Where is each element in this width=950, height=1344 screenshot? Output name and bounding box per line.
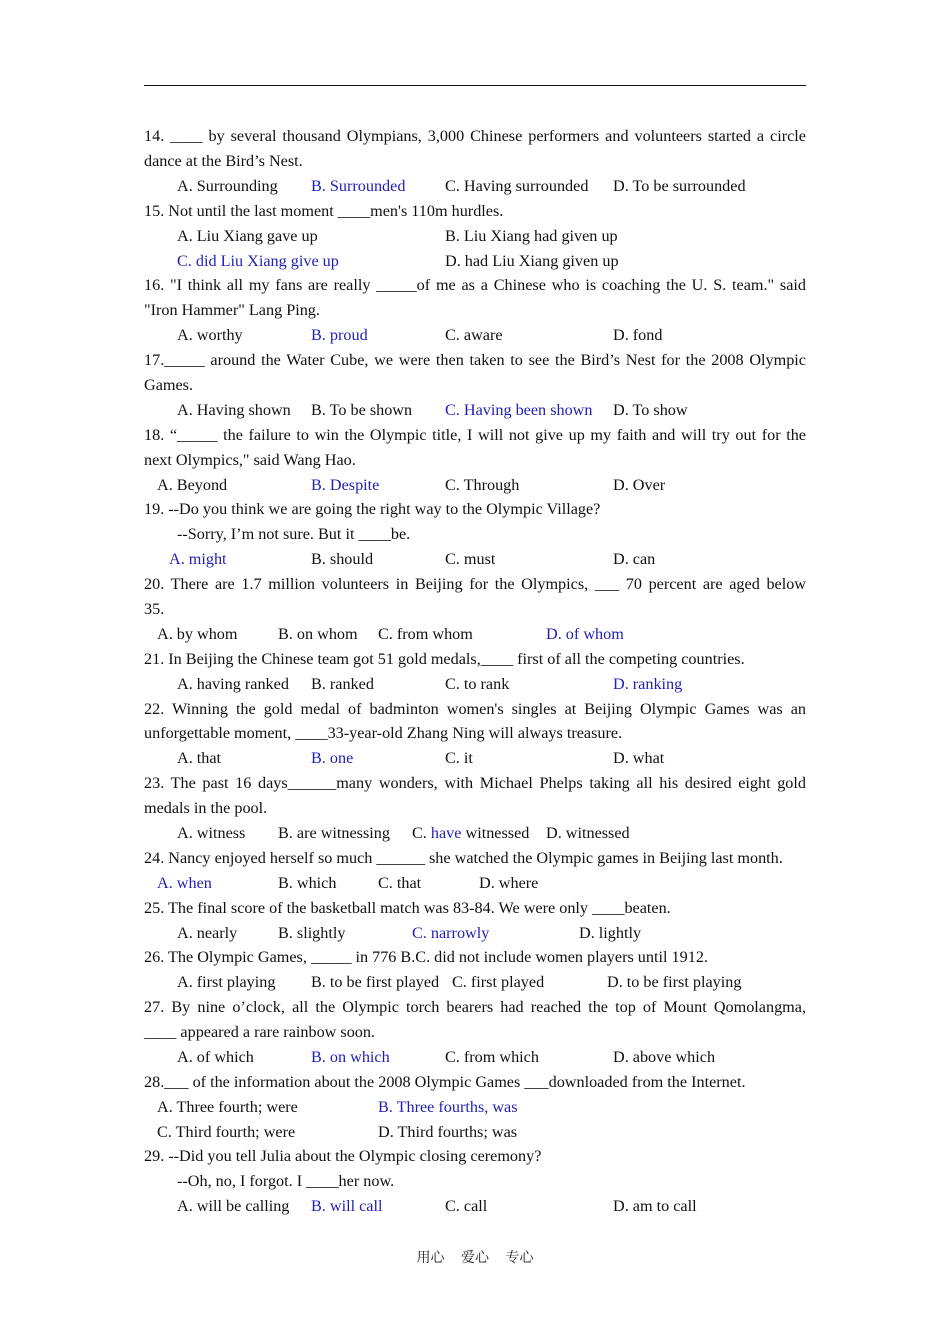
q26-option-c: C. first played bbox=[452, 973, 545, 991]
footer-word-3: 专心 bbox=[505, 1250, 534, 1266]
q18-option-c: C. Through bbox=[445, 476, 520, 494]
q16-option-d: D. fond bbox=[613, 326, 663, 344]
q21-option-d-answer: D. ranking bbox=[613, 675, 683, 693]
q23-option-c-answer-highlight: have bbox=[430, 824, 462, 842]
question-19-reply: --Sorry, I’m not sure. But it ____be. bbox=[177, 525, 411, 543]
q27-option-c: C. from which bbox=[445, 1048, 539, 1066]
question-16-stem: 16. "I think all my fans are really _____of me as a Chinese who is coaching the U. S. team." said bbox=[144, 276, 806, 294]
q18-option-b-answer: B. Despite bbox=[311, 476, 380, 494]
q14-option-b-answer: B. Surrounded bbox=[311, 177, 406, 195]
q21-option-a: A. having ranked bbox=[177, 675, 289, 693]
q22-option-d: D. what bbox=[613, 749, 665, 767]
q25-option-d: D. lightly bbox=[579, 924, 642, 942]
question-27-stem-cont: ____ appeared a rare rainbow soon. bbox=[144, 1023, 376, 1041]
q25-option-b: B. slightly bbox=[278, 924, 346, 942]
q25-option-c-answer: C. narrowly bbox=[412, 924, 490, 942]
footer-word-2: 爱心 bbox=[461, 1250, 489, 1266]
q28-option-b-answer: B. Three fourths, was bbox=[378, 1098, 518, 1116]
q26-option-a: A. first playing bbox=[177, 973, 276, 991]
question-18-stem-cont: next Olympics," said Wang Hao. bbox=[144, 451, 356, 469]
q23-option-c-label: C. bbox=[412, 824, 431, 842]
question-22-stem: 22. Winning the gold medal of badminton women's singles at Beijing Olympic Games was an bbox=[144, 700, 806, 718]
q24-option-b: B. which bbox=[278, 874, 337, 892]
question-28-stem: 28.___ of the information about the 2008 Olympic Games ___downloaded from the Internet. bbox=[144, 1073, 746, 1091]
q19-option-b: B. should bbox=[311, 550, 374, 568]
q28-option-a: A. Three fourth; were bbox=[157, 1098, 298, 1116]
question-24-stem: 24. Nancy enjoyed herself so much ______ she watched the Olympic games in Beijing last month. bbox=[144, 849, 783, 867]
q17-option-b: B. To be shown bbox=[311, 401, 413, 419]
q29-option-d: D. am to call bbox=[613, 1197, 697, 1215]
q21-option-b: B. ranked bbox=[311, 675, 374, 693]
q15-option-c-answer: C. did Liu Xiang give up bbox=[177, 252, 339, 270]
q16-option-b-answer: B. proud bbox=[311, 326, 368, 344]
q29-option-a: A. will be calling bbox=[177, 1197, 290, 1215]
question-22-stem-cont: unforgettable moment, ____33-year-old Zhang Ning will always treasure. bbox=[144, 724, 623, 742]
q18-option-a: A. Beyond bbox=[157, 476, 228, 494]
q19-option-d: D. can bbox=[613, 550, 656, 568]
q16-option-c: C. aware bbox=[445, 326, 503, 344]
q24-option-c: C. that bbox=[378, 874, 422, 892]
q22-option-b-answer: B. one bbox=[311, 749, 354, 767]
q28-option-d: D. Third fourths; was bbox=[378, 1123, 518, 1141]
q23-option-b: B. are witnessing bbox=[278, 824, 390, 842]
question-25-stem: 25. The final score of the basketball match was 83-84. We were only ____beaten. bbox=[144, 899, 671, 917]
question-14-stem: 14. ____ by several thousand Olympians, 3,000 Chinese performers and volunteers started a circle bbox=[144, 127, 806, 145]
question-27-stem: 27. By nine o’clock, all the Olympic torch bearers had reached the top of Mount Qomolangma, bbox=[144, 998, 806, 1016]
q15-option-d: D. had Liu Xiang given up bbox=[445, 252, 619, 270]
question-17-stem: 17._____ around the Water Cube, we were then taken to see the Bird’s Nest for the 2008 Olympic bbox=[144, 351, 806, 369]
q29-option-b-answer: B. will call bbox=[311, 1197, 383, 1215]
q18-option-d: D. Over bbox=[613, 476, 666, 494]
q20-option-b: B. on whom bbox=[278, 625, 358, 643]
question-14-stem-cont: dance at the Bird’s Nest. bbox=[144, 152, 303, 170]
q14-option-c: C. Having surrounded bbox=[445, 177, 589, 195]
question-20-stem: 20. There are 1.7 million volunteers in Beijing for the Olympics, ___ 70 percent are aged below bbox=[144, 575, 806, 593]
q22-option-c: C. it bbox=[445, 749, 473, 767]
question-17-stem-cont: Games. bbox=[144, 376, 193, 394]
q15-option-a: A. Liu Xiang gave up bbox=[177, 227, 318, 245]
footer-word-1: 用心 bbox=[416, 1250, 445, 1266]
question-26-stem: 26. The Olympic Games, _____ in 776 B.C. did not include women players until 1912. bbox=[144, 948, 708, 966]
q22-option-a: A. that bbox=[177, 749, 222, 767]
q20-option-d-answer: D. of whom bbox=[546, 625, 624, 643]
question-23-stem: 23. The past 16 days______many wonders, with Michael Phelps taking all his desired eight gold bbox=[144, 774, 806, 792]
q23-option-c-rest: witnessed bbox=[461, 824, 530, 842]
q17-option-a: A. Having shown bbox=[177, 401, 291, 419]
q27-option-b-answer: B. on which bbox=[311, 1048, 390, 1066]
q23-option-a: A. witness bbox=[177, 824, 246, 842]
q14-option-d: D. To be surrounded bbox=[613, 177, 746, 195]
q17-option-d: D. To show bbox=[613, 401, 688, 419]
q24-option-d: D. where bbox=[479, 874, 539, 892]
question-16-stem-cont: "Iron Hammer" Lang Ping. bbox=[144, 301, 320, 319]
q29-option-c: C. call bbox=[445, 1197, 488, 1215]
q14-option-a: A. Surrounding bbox=[177, 177, 278, 195]
q26-option-b: B. to be first played bbox=[311, 973, 440, 991]
q27-option-d: D. above which bbox=[613, 1048, 716, 1066]
q20-option-a: A. by whom bbox=[157, 625, 238, 643]
q19-option-c: C. must bbox=[445, 550, 496, 568]
q20-option-c: C. from whom bbox=[378, 625, 473, 643]
question-19-stem: 19. --Do you think we are going the right way to the Olympic Village? bbox=[144, 500, 601, 518]
question-21-stem: 21. In Beijing the Chinese team got 51 gold medals,____ first of all the competing countries. bbox=[144, 650, 745, 668]
question-29-stem: 29. --Did you tell Julia about the Olympic closing ceremony? bbox=[144, 1147, 542, 1165]
q25-option-a: A. nearly bbox=[177, 924, 238, 942]
question-18-stem: 18. “_____ the failure to win the Olympic title, I will not give up my faith and will try out for the bbox=[144, 426, 806, 444]
q24-option-a-answer: A. when bbox=[157, 874, 212, 892]
q26-option-d: D. to be first playing bbox=[607, 973, 742, 991]
header-rule bbox=[144, 85, 806, 86]
q27-option-a: A. of which bbox=[177, 1048, 254, 1066]
question-20-stem-cont: 35. bbox=[144, 600, 165, 618]
question-23-stem-cont: medals in the pool. bbox=[144, 799, 268, 817]
q17-option-c-answer: C. Having been shown bbox=[445, 401, 593, 419]
page-footer bbox=[0, 1247, 950, 1267]
q19-option-a-answer: A. might bbox=[169, 550, 227, 568]
question-15-stem: 15. Not until the last moment ____men's 110m hurdles. bbox=[144, 202, 504, 220]
q21-option-c: C. to rank bbox=[445, 675, 510, 693]
q28-option-c: C. Third fourth; were bbox=[157, 1123, 296, 1141]
q23-option-d: D. witnessed bbox=[546, 824, 630, 842]
q16-option-a: A. worthy bbox=[177, 326, 243, 344]
question-29-reply: --Oh, no, I forgot. I ____her now. bbox=[177, 1172, 395, 1190]
q15-option-b: B. Liu Xiang had given up bbox=[445, 227, 618, 245]
q23-option-c bbox=[412, 821, 529, 846]
